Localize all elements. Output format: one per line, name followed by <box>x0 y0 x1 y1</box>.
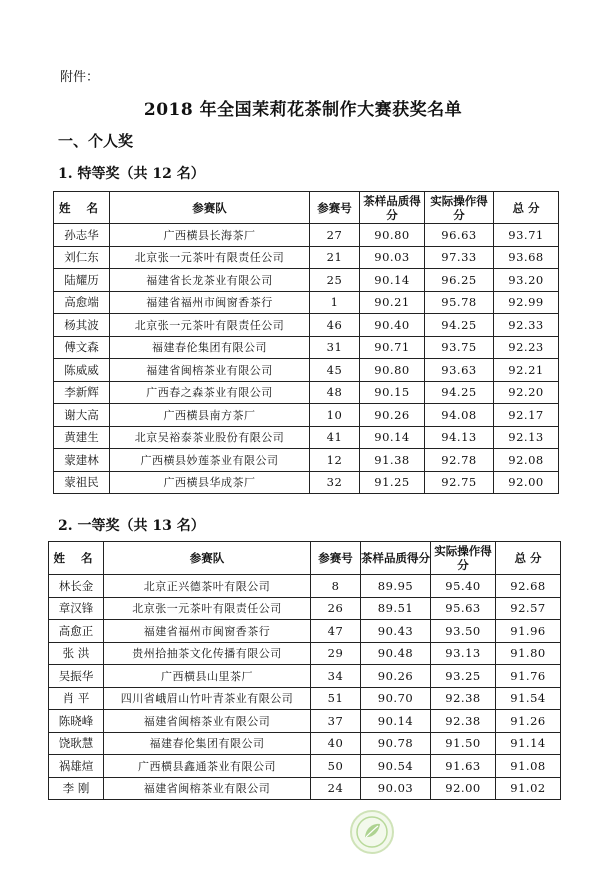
cell-team: 广西横县鑫通茶业有限公司 <box>104 755 311 778</box>
table-header-row <box>54 192 559 224</box>
cell-practical: 91.63 <box>431 755 496 778</box>
cell-name: 刘仁东 <box>54 246 110 269</box>
cell-name: 高愈端 <box>54 291 110 314</box>
cell-practical: 94.25 <box>425 314 494 337</box>
cell-total: 92.20 <box>494 381 559 404</box>
table-row <box>54 336 559 359</box>
cell-total: 93.71 <box>494 224 559 247</box>
cell-team: 福建省闽榕茶业有限公司 <box>104 710 311 733</box>
cell-practical: 95.63 <box>431 597 496 620</box>
cell-tea-quality: 91.25 <box>360 471 425 494</box>
cell-practical: 92.78 <box>425 449 494 472</box>
cell-total: 91.96 <box>496 620 561 643</box>
cell-name: 陈晓峰 <box>49 710 104 733</box>
table-row <box>54 314 559 337</box>
cell-team: 福建春伦集团有限公司 <box>104 732 311 755</box>
cell-tea-quality: 90.80 <box>360 224 425 247</box>
cell-tea-quality: 90.40 <box>360 314 425 337</box>
table-row <box>49 687 561 710</box>
header-entry-no: 参赛号 <box>310 192 360 224</box>
cell-tea-quality: 90.14 <box>360 269 425 292</box>
cell-entry-no: 41 <box>310 426 360 449</box>
cell-entry-no: 29 <box>311 642 361 665</box>
cell-total: 91.08 <box>496 755 561 778</box>
cell-tea-quality: 90.26 <box>360 404 425 427</box>
table-row <box>49 732 561 755</box>
cell-tea-quality: 90.21 <box>360 291 425 314</box>
table-row <box>54 426 559 449</box>
cell-total: 91.80 <box>496 642 561 665</box>
cell-name: 高愈正 <box>49 620 104 643</box>
cell-name: 蒙建林 <box>54 449 110 472</box>
cell-total: 92.13 <box>494 426 559 449</box>
page-title: 2018 年全国茉莉花茶制作大赛获奖名单 <box>143 100 463 120</box>
table-row <box>54 471 559 494</box>
cell-total: 92.17 <box>494 404 559 427</box>
cell-total: 91.26 <box>496 710 561 733</box>
cell-tea-quality: 90.54 <box>361 755 431 778</box>
cell-tea-quality: 90.14 <box>360 426 425 449</box>
header-total: 总 分 <box>496 542 561 575</box>
table-row <box>49 755 561 778</box>
cell-practical: 97.33 <box>425 246 494 269</box>
cell-practical: 94.25 <box>425 381 494 404</box>
cell-team: 北京正兴德茶叶有限公司 <box>104 575 311 598</box>
cell-entry-no: 48 <box>310 381 360 404</box>
watermark-logo-icon <box>350 810 394 854</box>
section-heading: 一、个人奖 <box>58 132 134 150</box>
cell-name: 祸雄煊 <box>49 755 104 778</box>
cell-name: 傅文森 <box>54 336 110 359</box>
cell-name: 李新辉 <box>54 381 110 404</box>
cell-team: 广西春之森茶业有限公司 <box>110 381 310 404</box>
table-row <box>49 597 561 620</box>
cell-total: 92.57 <box>496 597 561 620</box>
cell-name: 孙志华 <box>54 224 110 247</box>
cell-tea-quality: 89.95 <box>361 575 431 598</box>
cell-tea-quality: 90.03 <box>361 777 431 800</box>
cell-entry-no: 50 <box>311 755 361 778</box>
cell-entry-no: 32 <box>310 471 360 494</box>
cell-team: 广西横县山里茶厂 <box>104 665 311 688</box>
cell-entry-no: 46 <box>310 314 360 337</box>
cell-name: 黄建生 <box>54 426 110 449</box>
cell-team: 四川省峨眉山竹叶青茶业有限公司 <box>104 687 311 710</box>
cell-entry-no: 45 <box>310 359 360 382</box>
cell-name: 林长金 <box>49 575 104 598</box>
cell-team: 广西横县妙莲茶业有限公司 <box>110 449 310 472</box>
first-prize-heading: 2. 一等奖（共 13 名） <box>58 518 205 534</box>
cell-team: 贵州拾抽茶文化传播有限公司 <box>104 642 311 665</box>
cell-name: 杨其波 <box>54 314 110 337</box>
cell-name: 蒙祖民 <box>54 471 110 494</box>
table-row <box>54 381 559 404</box>
cell-team: 北京吴裕泰茶业股份有限公司 <box>110 426 310 449</box>
cell-practical: 93.50 <box>431 620 496 643</box>
header-total: 总 分 <box>494 192 559 224</box>
header-name: 姓 名 <box>54 192 110 224</box>
cell-team: 福建春伦集团有限公司 <box>110 336 310 359</box>
cell-practical: 91.50 <box>431 732 496 755</box>
cell-tea-quality: 90.78 <box>361 732 431 755</box>
cell-name: 谢大高 <box>54 404 110 427</box>
cell-name: 张 洪 <box>49 642 104 665</box>
cell-tea-quality: 90.71 <box>360 336 425 359</box>
header-name: 姓 名 <box>49 542 104 575</box>
cell-practical: 92.38 <box>431 710 496 733</box>
cell-practical: 96.25 <box>425 269 494 292</box>
table-row <box>49 710 561 733</box>
cell-total: 92.68 <box>496 575 561 598</box>
cell-practical: 92.75 <box>425 471 494 494</box>
table-row <box>54 246 559 269</box>
cell-tea-quality: 90.70 <box>361 687 431 710</box>
cell-practical: 92.00 <box>431 777 496 800</box>
header-practical: 实际操作得分 <box>431 542 496 575</box>
cell-tea-quality: 90.14 <box>361 710 431 733</box>
cell-name: 吴振华 <box>49 665 104 688</box>
cell-team: 北京张一元茶叶有限责任公司 <box>110 246 310 269</box>
cell-total: 92.21 <box>494 359 559 382</box>
table-row <box>54 359 559 382</box>
header-entry-no: 参赛号 <box>311 542 361 575</box>
cell-total: 93.20 <box>494 269 559 292</box>
cell-total: 91.76 <box>496 665 561 688</box>
cell-tea-quality: 90.26 <box>361 665 431 688</box>
table-row <box>49 665 561 688</box>
cell-total: 92.00 <box>494 471 559 494</box>
cell-tea-quality: 90.03 <box>360 246 425 269</box>
attachment-label: 附件： <box>60 70 100 85</box>
cell-total: 91.02 <box>496 777 561 800</box>
cell-entry-no: 25 <box>310 269 360 292</box>
cell-entry-no: 24 <box>311 777 361 800</box>
cell-entry-no: 37 <box>311 710 361 733</box>
cell-name: 陆耀历 <box>54 269 110 292</box>
cell-name: 陈威威 <box>54 359 110 382</box>
cell-practical: 95.78 <box>425 291 494 314</box>
cell-total: 91.54 <box>496 687 561 710</box>
cell-team: 福建省长龙茶业有限公司 <box>110 269 310 292</box>
cell-entry-no: 21 <box>310 246 360 269</box>
cell-practical: 93.25 <box>431 665 496 688</box>
cell-entry-no: 31 <box>310 336 360 359</box>
cell-name: 肖 平 <box>49 687 104 710</box>
cell-tea-quality: 90.80 <box>360 359 425 382</box>
cell-name: 章汉锋 <box>49 597 104 620</box>
cell-entry-no: 51 <box>311 687 361 710</box>
header-team: 参赛队 <box>110 192 310 224</box>
table-header-row <box>49 542 561 575</box>
special-prize-table <box>53 191 559 494</box>
cell-team: 福建省福州市闽窗香茶行 <box>110 291 310 314</box>
cell-practical: 93.75 <box>425 336 494 359</box>
cell-total: 91.14 <box>496 732 561 755</box>
cell-practical: 92.38 <box>431 687 496 710</box>
table-row <box>49 777 561 800</box>
special-prize-heading: 1. 特等奖（共 12 名） <box>58 166 205 182</box>
cell-tea-quality: 90.15 <box>360 381 425 404</box>
table-row <box>49 620 561 643</box>
cell-practical: 94.08 <box>425 404 494 427</box>
cell-practical: 95.40 <box>431 575 496 598</box>
header-tea-quality: 茶样品质得分 <box>361 542 431 575</box>
cell-tea-quality: 90.43 <box>361 620 431 643</box>
cell-name: 李 刚 <box>49 777 104 800</box>
table-row <box>54 404 559 427</box>
cell-team: 广西横县华成茶厂 <box>110 471 310 494</box>
cell-tea-quality: 91.38 <box>360 449 425 472</box>
cell-total: 93.68 <box>494 246 559 269</box>
first-prize-table <box>48 541 561 800</box>
cell-team: 北京张一元茶叶有限责任公司 <box>110 314 310 337</box>
cell-entry-no: 40 <box>311 732 361 755</box>
table-row <box>54 224 559 247</box>
cell-team: 福建省闽榕茶业有限公司 <box>110 359 310 382</box>
cell-entry-no: 27 <box>310 224 360 247</box>
cell-team: 福建省闽榕茶业有限公司 <box>104 777 311 800</box>
table-row <box>49 642 561 665</box>
table-row <box>54 449 559 472</box>
table-row <box>54 269 559 292</box>
header-practical: 实际操作得分 <box>425 192 494 224</box>
cell-team: 广西横县南方茶厂 <box>110 404 310 427</box>
cell-total: 92.08 <box>494 449 559 472</box>
cell-team: 福建省福州市闽窗香茶行 <box>104 620 311 643</box>
cell-total: 92.23 <box>494 336 559 359</box>
cell-tea-quality: 89.51 <box>361 597 431 620</box>
cell-practical: 96.63 <box>425 224 494 247</box>
cell-team: 广西横县长海茶厂 <box>110 224 310 247</box>
cell-entry-no: 26 <box>311 597 361 620</box>
cell-tea-quality: 90.48 <box>361 642 431 665</box>
cell-entry-no: 8 <box>311 575 361 598</box>
cell-total: 92.99 <box>494 291 559 314</box>
cell-practical: 94.13 <box>425 426 494 449</box>
cell-entry-no: 10 <box>310 404 360 427</box>
cell-entry-no: 12 <box>310 449 360 472</box>
cell-practical: 93.13 <box>431 642 496 665</box>
header-tea-quality: 茶样品质得分 <box>360 192 425 224</box>
cell-entry-no: 47 <box>311 620 361 643</box>
cell-team: 北京张一元茶叶有限责任公司 <box>104 597 311 620</box>
header-team: 参赛队 <box>104 542 311 575</box>
cell-total: 92.33 <box>494 314 559 337</box>
cell-practical: 93.63 <box>425 359 494 382</box>
cell-entry-no: 34 <box>311 665 361 688</box>
cell-name: 饶耿慧 <box>49 732 104 755</box>
table-row <box>49 575 561 598</box>
table-row <box>54 291 559 314</box>
cell-entry-no: 1 <box>310 291 360 314</box>
